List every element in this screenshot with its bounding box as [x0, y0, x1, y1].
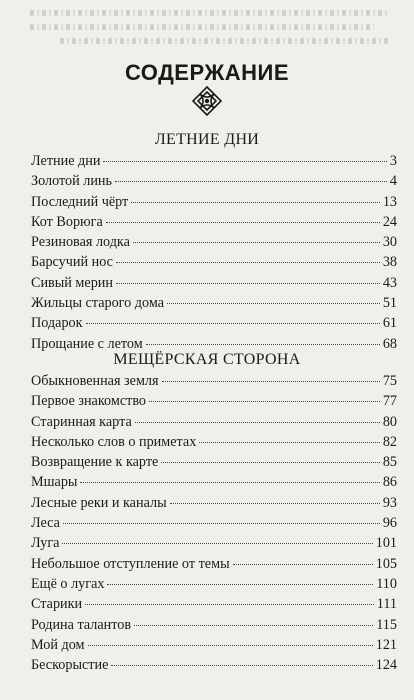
toc-entry-title: Барсучий нос — [31, 254, 113, 271]
toc-entry-title: Луга — [31, 535, 60, 552]
toc-entry-title: Старики — [31, 596, 83, 613]
dot-leader — [133, 242, 380, 243]
toc-entry[interactable] — [31, 192, 397, 212]
toc-entry-title: Первое знакомство — [31, 393, 147, 410]
toc-entry-title: Мшары — [31, 474, 78, 491]
section-title-meshcherskaya-storona: МЕЩЁРСКАЯ СТОРОНА — [113, 351, 301, 368]
toc-entry-title: Летние дни — [31, 153, 101, 169]
dot-leader — [116, 262, 380, 263]
toc-entry[interactable] — [31, 171, 397, 191]
toc-entry[interactable] — [31, 635, 397, 655]
toc-entry-page: 124 — [375, 657, 397, 674]
toc-entry[interactable] — [31, 391, 397, 411]
celtic-knot-ornament-icon — [190, 84, 224, 118]
toc-entry-title: Сивый мерин — [31, 274, 113, 291]
page-title: СОДЕРЖАНИЕ — [124, 60, 290, 85]
toc-entry-page: 38 — [382, 254, 397, 271]
toc-entry-page: 86 — [382, 474, 397, 491]
toc-entry-title: Несколько слов о приметах — [31, 433, 197, 450]
toc-entry[interactable] — [31, 533, 397, 553]
toc-entry-page: 13 — [382, 193, 397, 210]
dot-leader — [167, 303, 380, 304]
toc-entry-title: Жильцы старого дома — [31, 295, 165, 312]
toc-entry[interactable] — [31, 493, 397, 513]
toc-entry-title: Ещё о лугах — [31, 575, 105, 592]
toc-entry-page: 75 — [382, 373, 397, 389]
toc-entry-page: 82 — [382, 433, 397, 450]
toc-entry-page: 105 — [375, 555, 397, 572]
toc-entry[interactable] — [31, 472, 397, 492]
toc-entry-title: Прощание с летом — [31, 335, 143, 352]
toc-entry[interactable] — [31, 212, 397, 232]
toc-entry-page: 68 — [382, 335, 397, 352]
toc-entry[interactable] — [31, 293, 397, 313]
dot-leader — [62, 543, 372, 544]
dot-leader — [135, 422, 380, 423]
toc-entry-page: 121 — [375, 636, 397, 653]
toc-entry[interactable] — [31, 432, 397, 452]
toc-list-meshcherskaya-storona — [31, 371, 397, 675]
toc-entry[interactable] — [31, 554, 397, 574]
toc-entry[interactable] — [31, 452, 397, 472]
dot-leader — [146, 344, 380, 345]
toc-entry[interactable] — [31, 594, 397, 614]
toc-entry-page: 51 — [382, 295, 397, 312]
toc-entry-page: 85 — [382, 454, 397, 471]
toc-entry-title: Мой дом — [31, 636, 85, 653]
toc-entry-title: Кот Ворюга — [31, 213, 103, 230]
toc-entry-page: 61 — [382, 315, 397, 332]
toc-entry-title: Подарок — [31, 315, 83, 332]
show-through-text — [0, 0, 414, 60]
toc-entry-title: Небольшое отступление от темы — [31, 555, 230, 572]
toc-entry[interactable] — [31, 412, 397, 432]
toc-entry-page: 93 — [382, 494, 397, 511]
dot-leader — [106, 222, 380, 223]
dot-leader — [86, 323, 380, 324]
dot-leader — [170, 503, 380, 504]
dot-leader — [115, 181, 387, 182]
toc-entry-title: Золотой линь — [31, 173, 112, 190]
toc-entry-page: 111 — [376, 596, 397, 613]
dot-leader — [149, 401, 380, 402]
toc-entry-page: 96 — [382, 515, 397, 532]
toc-entry-title: Старинная карта — [31, 413, 132, 430]
dot-leader — [80, 482, 379, 483]
dot-leader — [85, 604, 374, 605]
toc-entry-page: 110 — [376, 575, 397, 592]
toc-entry-title: Леса — [31, 515, 60, 532]
dot-leader — [88, 645, 373, 646]
toc-entry-page: 4 — [389, 173, 397, 190]
toc-entry-page: 43 — [382, 274, 397, 291]
dot-leader — [111, 665, 372, 666]
toc-entry[interactable] — [31, 273, 397, 293]
toc-entry-title: Последний чёрт — [31, 193, 129, 210]
dot-leader — [233, 564, 373, 565]
dot-leader — [134, 625, 373, 626]
toc-entry[interactable] — [31, 232, 397, 252]
toc-entry-title: Бескорыстие — [31, 657, 109, 674]
toc-entry-title: Резиновая лодка — [31, 234, 130, 251]
toc-entry-page: 30 — [382, 234, 397, 251]
toc-entry-title: Возвращение к карте — [31, 454, 159, 471]
toc-list-letnie-dni — [31, 151, 397, 354]
toc-entry[interactable] — [31, 574, 397, 594]
toc-entry-page: 101 — [375, 535, 397, 552]
toc-entry-title: Родина талантов — [31, 616, 132, 633]
toc-entry[interactable] — [31, 655, 397, 675]
toc-entry-page: 115 — [376, 616, 397, 633]
toc-entry[interactable] — [31, 371, 397, 391]
toc-entry-page: 77 — [382, 393, 397, 410]
toc-entry-page: 80 — [382, 413, 397, 430]
dot-leader — [63, 523, 380, 524]
toc-entry-page: 24 — [382, 213, 397, 230]
section-title-letnie-dni: ЛЕТНИЕ ДНИ — [154, 131, 260, 148]
dot-leader — [103, 161, 386, 162]
toc-entry-title: Обыкновенная земля — [31, 373, 159, 389]
toc-entry[interactable] — [31, 513, 397, 533]
toc-entry[interactable] — [31, 313, 397, 333]
toc-entry-page: 3 — [389, 153, 397, 169]
dot-leader — [162, 381, 380, 382]
dot-leader — [131, 202, 380, 203]
dot-leader — [107, 584, 373, 585]
toc-entry[interactable] — [31, 151, 397, 171]
toc-entry-title: Лесные реки и каналы — [31, 494, 167, 511]
toc-entry[interactable] — [31, 615, 397, 635]
dot-leader — [116, 283, 380, 284]
dot-leader — [161, 462, 379, 463]
toc-entry[interactable] — [31, 252, 397, 272]
dot-leader — [199, 442, 380, 443]
